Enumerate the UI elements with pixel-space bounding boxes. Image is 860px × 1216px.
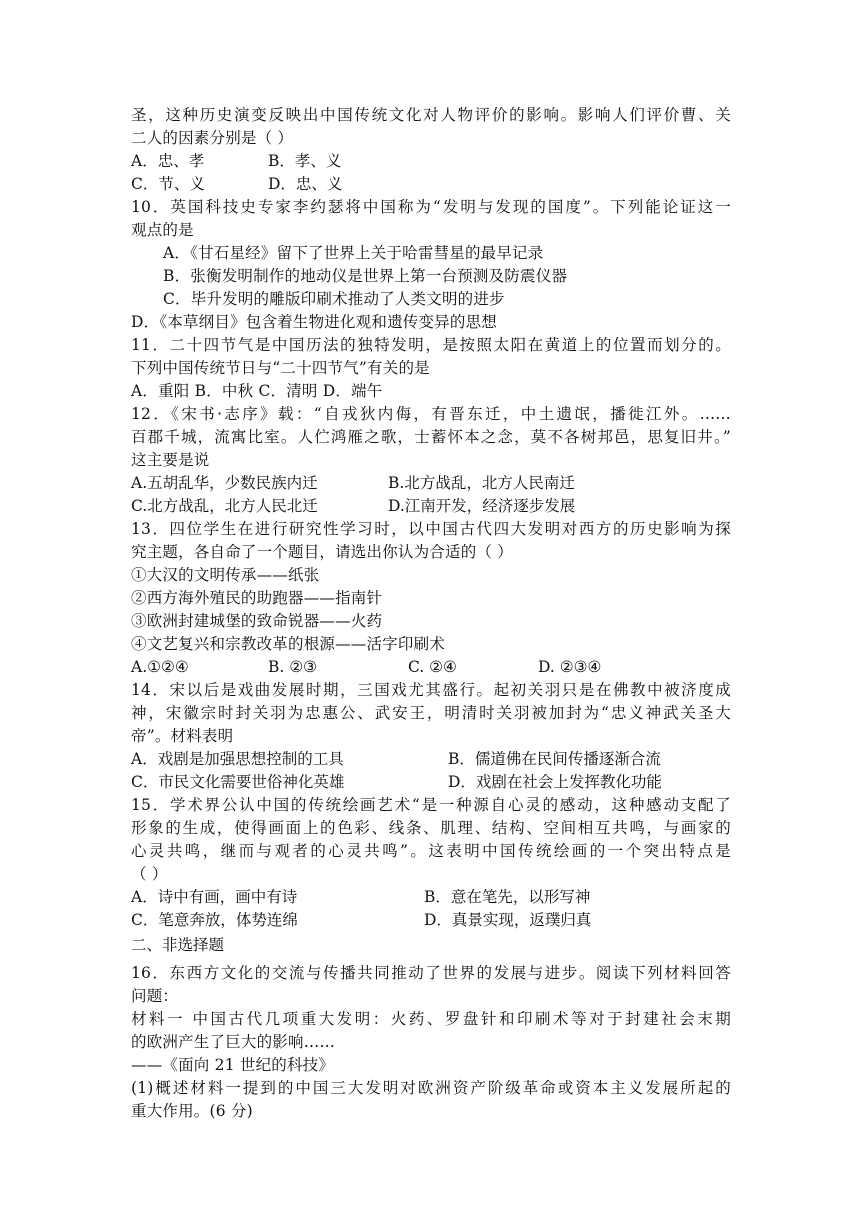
q14-stem-line3: 帝”。材料表明 xyxy=(131,727,234,745)
q10-stem-line1: 10．英国科技史专家李约瑟将中国称为“发明与发现的国度”。下列能论证这一 xyxy=(131,198,731,216)
q10-stem-line2: 观点的是 xyxy=(131,221,194,239)
q16-material1-line1: 材料一 中国古代几项重大发明：火药、罗盘针和印刷术等对于封建社会末期 xyxy=(131,1010,731,1028)
q13-item-4: ④文艺复兴和宗教改革的根源——活字印刷术 xyxy=(131,635,446,653)
q12-option-a: A.五胡乱华，少数民族内迁 xyxy=(131,474,318,492)
q14-stem-line1: 14．宋以后是戏曲发展时期，三国戏尤其盛行。起初关羽只是在佛教中被济度成 xyxy=(131,681,731,699)
q10-option-d: D．《本草纲目》包含着生物进化观和遗传变异的思想 xyxy=(131,313,497,331)
q14-option-d: D．戏剧在社会上发挥教化功能 xyxy=(448,773,662,791)
q12-option-d: D.江南开发，经济逐步发展 xyxy=(388,497,576,515)
q14-stem-line2: 神，宋徽宗时封关羽为忠惠公、武安王，明清时关羽被加封为“忠义神武关圣大 xyxy=(131,704,731,722)
q16-material1-line2: 的欧洲产生了巨大的影响…… xyxy=(131,1033,336,1051)
q13-option-c: C. ②④ xyxy=(408,658,457,676)
q16-subq1-line2: 重大作用。(6 分) xyxy=(131,1102,253,1120)
q15-option-d: D．真景实现，返璞归真 xyxy=(424,911,592,929)
q10-option-c: C．毕升发明的雕版印刷术推动了人类文明的进步 xyxy=(163,290,505,308)
q16-subq1-line1: (1)概述材料一提到的中国三大发明对欧洲资产阶级革命或资本主义发展所起的 xyxy=(131,1079,731,1097)
q16-stem-line1: 16．东西方文化的交流与传播共同推动了世界的发展与进步。阅读下列材料回答 xyxy=(131,964,731,982)
q15-option-a: A．诗中有画，画中有诗 xyxy=(131,888,298,906)
q11-stem-line1: 11．二十四节气是中国历法的独特发明，是按照太阳在黄道上的位置而划分的。 xyxy=(131,336,731,354)
q14-option-b: B．儒道佛在民间传播逐渐合流 xyxy=(448,750,661,768)
q15-stem-line1: 15．学术界公认中国的传统绘画艺术“是一种源自心灵的感动，这种感动支配了 xyxy=(131,796,731,814)
q12-stem-line3: 这主要是说 xyxy=(131,451,210,469)
q15-stem-line3: 心灵共鸣，继而与观者的心灵共鸣”。这表明中国传统绘画的一个突出特点是 xyxy=(131,842,731,860)
q13-item-3: ③欧洲封建城堡的致命锐器——火药 xyxy=(131,612,383,630)
q12-option-c: C.北方战乱，北方人民北迁 xyxy=(131,497,318,515)
q16-source: ——《面向 21 世纪的科技》 xyxy=(131,1056,335,1074)
q13-stem-line1: 13．四位学生在进行研究性学习时，以中国古代四大发明对西方的历史影响为探 xyxy=(131,520,731,538)
q13-option-d: D. ②③④ xyxy=(538,658,602,676)
q15-option-c: C．笔意奔放，体势连绵 xyxy=(131,911,298,929)
q12-option-b: B.北方战乱，北方人民南迁 xyxy=(388,474,575,492)
q12-stem-line2: 百郡千城，流寓比室。人伫鸿雁之歌，士蓄怀本之念，莫不各树邦邑，思复旧井。” xyxy=(131,428,731,446)
q10-option-b: B．张衡发明制作的地动仪是世界上第一台预测及防震仪器 xyxy=(163,267,568,285)
q13-item-2: ②西方海外殖民的助跑器——指南针 xyxy=(131,589,383,607)
q13-option-a: A.①②④ xyxy=(131,658,189,676)
q11-options: A．重阳 B．中秋 C．清明 D．端午 xyxy=(131,382,383,400)
q9-option-d: D．忠、义 xyxy=(268,175,343,193)
q9-stem-line2: 二人的因素分别是（ ） xyxy=(131,129,294,147)
q13-item-1: ①大汉的文明传承——纸张 xyxy=(131,566,320,584)
q15-stem-line2: 形象的生成，使得画面上的色彩、线条、肌理、结构、空间相互共鸣，与画家的 xyxy=(131,819,731,837)
q16-stem-line2: 问题： xyxy=(131,987,179,1005)
q11-stem-line2: 下列中国传统节日与“二十四节气”有关的是 xyxy=(131,359,430,377)
q9-stem-line1: 圣，这种历史演变反映出中国传统文化对人物评价的影响。影响人们评价曹、关 xyxy=(131,106,731,124)
q10-option-a: A．《甘石星经》留下了世界上关于哈雷彗星的最早记录 xyxy=(163,244,544,262)
q9-option-a: A．忠、孝 xyxy=(131,152,205,170)
q9-option-c: C．节、义 xyxy=(131,175,205,193)
q13-option-b: B. ②③ xyxy=(268,658,318,676)
q14-option-c: C．市民文化需要世俗神化英雄 xyxy=(131,773,345,791)
section-heading: 二、非选择题 xyxy=(131,936,225,954)
q12-stem-line1: 12．《宋书·志序》载：“自戎狄内侮，有晋东迁，中土遗氓，播徙江外。…… xyxy=(131,405,731,423)
q15-option-b: B．意在笔先，以形写神 xyxy=(424,888,591,906)
q9-option-b: B．孝、义 xyxy=(268,152,342,170)
q15-stem-line4: （ ） xyxy=(131,865,168,883)
q13-stem-line2: 究主题，各自命了一个题目，请选出你认为合适的（ ） xyxy=(131,543,513,561)
q14-option-a: A．戏剧是加强思想控制的工具 xyxy=(131,750,344,768)
